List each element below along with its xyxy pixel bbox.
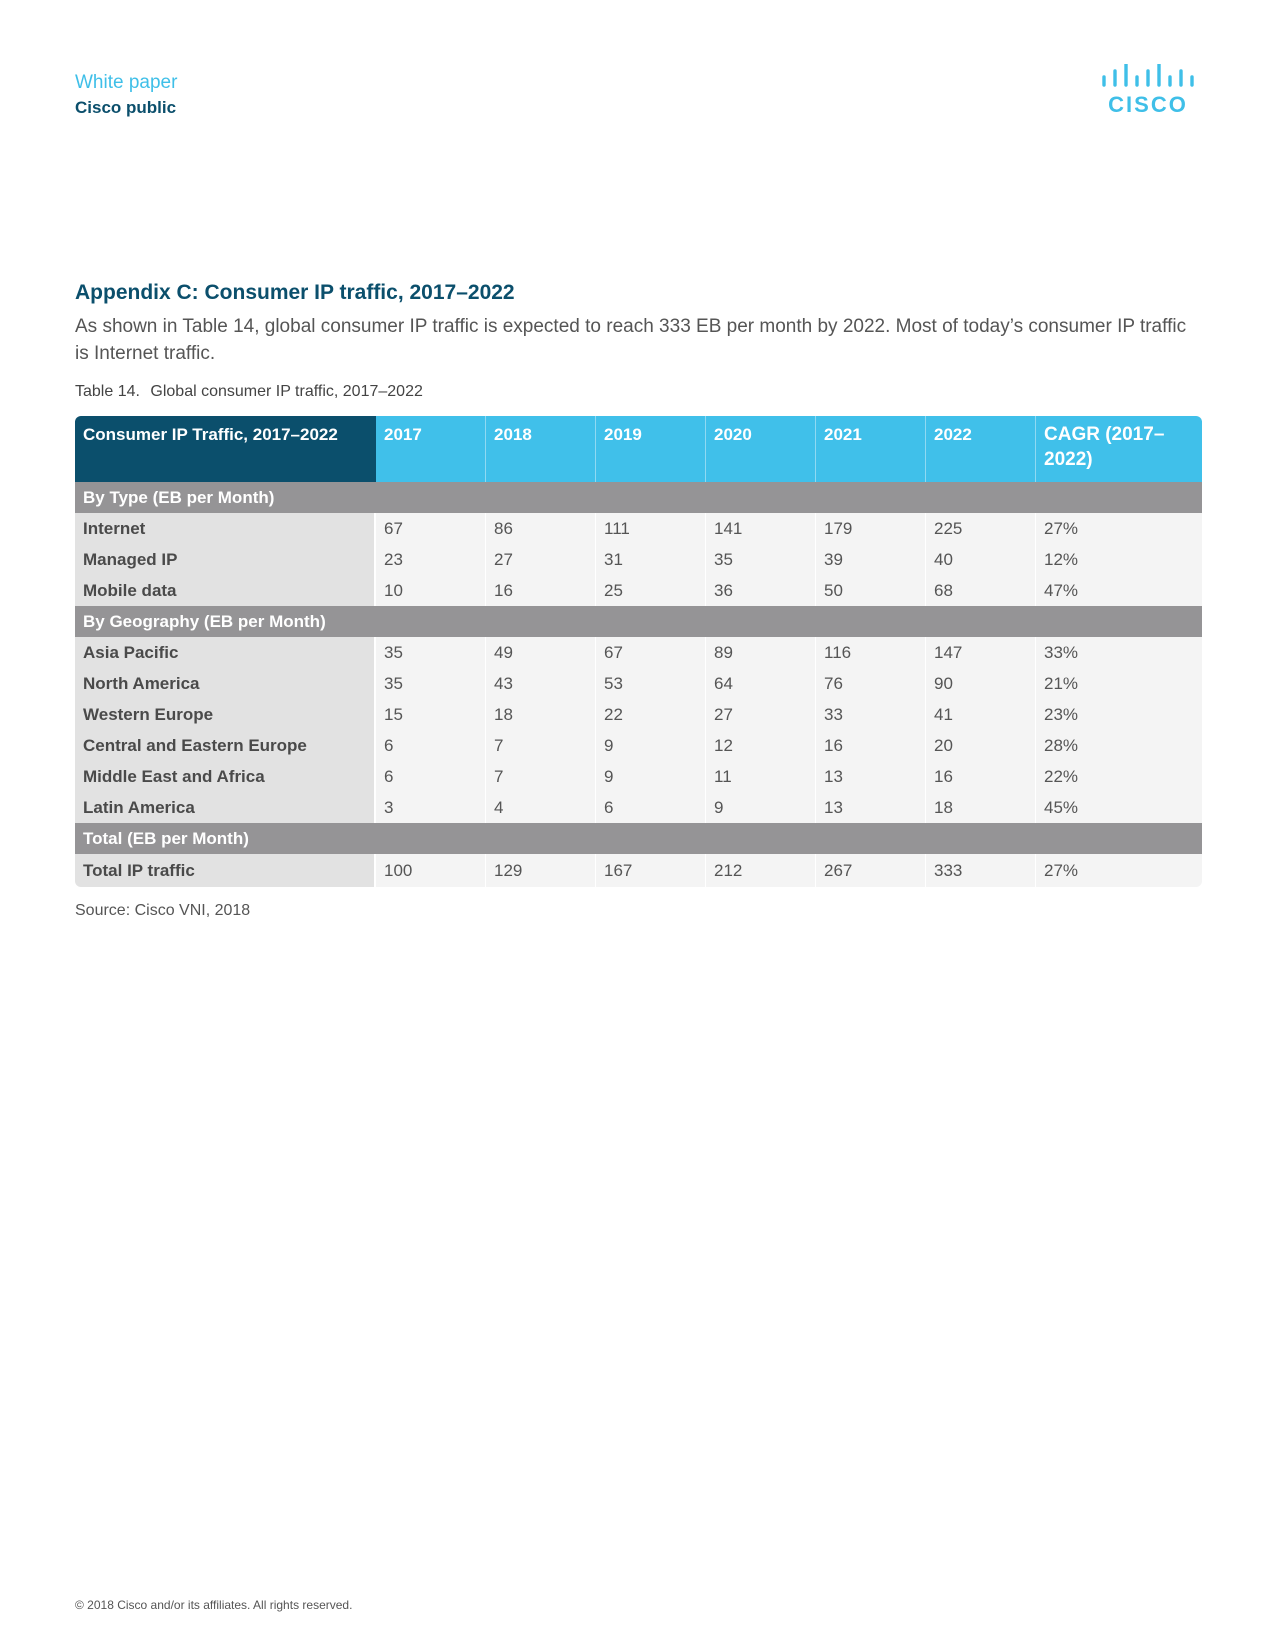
value-cell: 89 (706, 637, 816, 668)
column-header-2017: 2017 (376, 416, 486, 482)
value-cell: 333 (926, 854, 1036, 887)
value-cell: 6 (376, 730, 486, 761)
value-cell: 212 (706, 854, 816, 887)
value-cell: 147 (926, 637, 1036, 668)
value-cell: 141 (706, 513, 816, 544)
row-label: Managed IP (75, 544, 376, 575)
cisco-logo (1100, 64, 1200, 120)
table-row (75, 854, 1202, 887)
cagr-cell: 27% (1036, 854, 1202, 887)
value-cell: 100 (376, 854, 486, 887)
value-cell: 16 (926, 761, 1036, 792)
value-cell: 179 (816, 513, 926, 544)
row-label: Central and Eastern Europe (75, 730, 376, 761)
table-body (75, 482, 1202, 887)
table-caption-title: Global consumer IP traffic, 2017–2022 (150, 383, 423, 400)
value-cell: 18 (926, 792, 1036, 823)
value-cell: 36 (706, 575, 816, 606)
cagr-cell: 22% (1036, 761, 1202, 792)
value-cell: 6 (596, 792, 706, 823)
value-cell: 3 (376, 792, 486, 823)
value-cell: 16 (486, 575, 596, 606)
column-header-2019: 2019 (596, 416, 706, 482)
document-type: White paper (75, 72, 178, 93)
value-cell: 9 (596, 730, 706, 761)
cagr-cell: 33% (1036, 637, 1202, 668)
table-caption-number: Table 14. (75, 383, 140, 400)
row-label: Western Europe (75, 699, 376, 730)
value-cell: 16 (816, 730, 926, 761)
copyright-footer: © 2018 Cisco and/or its affiliates. All rights reserved. (75, 1598, 353, 1612)
value-cell: 41 (926, 699, 1036, 730)
value-cell: 39 (816, 544, 926, 575)
value-cell: 15 (376, 699, 486, 730)
value-cell: 22 (596, 699, 706, 730)
value-cell: 129 (486, 854, 596, 887)
value-cell: 43 (486, 668, 596, 699)
value-cell: 7 (486, 761, 596, 792)
cagr-cell: 45% (1036, 792, 1202, 823)
table-header-row (75, 416, 1202, 482)
value-cell: 67 (596, 637, 706, 668)
corner-header: Consumer IP Traffic, 2017–2022 (75, 416, 376, 482)
value-cell: 116 (816, 637, 926, 668)
section-title: Total (EB per Month) (75, 823, 1202, 854)
value-cell: 35 (706, 544, 816, 575)
value-cell: 9 (596, 761, 706, 792)
value-cell: 11 (706, 761, 816, 792)
cagr-cell: 27% (1036, 513, 1202, 544)
column-header-2018: 2018 (486, 416, 596, 482)
value-cell: 167 (596, 854, 706, 887)
cagr-cell: 21% (1036, 668, 1202, 699)
cagr-cell: 12% (1036, 544, 1202, 575)
section-header-row (75, 482, 1202, 513)
value-cell: 7 (486, 730, 596, 761)
column-header-2020: 2020 (706, 416, 816, 482)
value-cell: 49 (486, 637, 596, 668)
value-cell: 12 (706, 730, 816, 761)
table-row (75, 637, 1202, 668)
value-cell: 31 (596, 544, 706, 575)
row-label: North America (75, 668, 376, 699)
row-label: Asia Pacific (75, 637, 376, 668)
section-title: By Geography (EB per Month) (75, 606, 1202, 637)
row-label: Internet (75, 513, 376, 544)
value-cell: 68 (926, 575, 1036, 606)
document-header (75, 70, 177, 120)
row-label: Mobile data (75, 575, 376, 606)
value-cell: 23 (376, 544, 486, 575)
table-caption (75, 383, 423, 401)
table-row (75, 699, 1202, 730)
value-cell: 25 (596, 575, 706, 606)
consumer-ip-traffic-table (75, 416, 1202, 887)
table-row (75, 792, 1202, 823)
value-cell: 111 (596, 513, 706, 544)
column-header-2021: 2021 (816, 416, 926, 482)
value-cell: 9 (706, 792, 816, 823)
value-cell: 13 (816, 792, 926, 823)
column-header-cagr: CAGR (2017–2022) (1036, 416, 1202, 482)
value-cell: 4 (486, 792, 596, 823)
table-row (75, 668, 1202, 699)
section-title: By Type (EB per Month) (75, 482, 1202, 513)
row-label: Latin America (75, 792, 376, 823)
value-cell: 35 (376, 668, 486, 699)
value-cell: 6 (376, 761, 486, 792)
value-cell: 40 (926, 544, 1036, 575)
cagr-cell: 28% (1036, 730, 1202, 761)
value-cell: 76 (816, 668, 926, 699)
table-row (75, 575, 1202, 606)
cagr-cell: 23% (1036, 699, 1202, 730)
table-row (75, 513, 1202, 544)
value-cell: 67 (376, 513, 486, 544)
value-cell: 90 (926, 668, 1036, 699)
section-header-row (75, 606, 1202, 637)
value-cell: 27 (486, 544, 596, 575)
value-cell: 35 (376, 637, 486, 668)
value-cell: 13 (816, 761, 926, 792)
value-cell: 27 (706, 699, 816, 730)
value-cell: 267 (816, 854, 926, 887)
document-classification: Cisco public (75, 98, 177, 117)
table-source: Source: Cisco VNI, 2018 (75, 902, 251, 919)
table-row (75, 761, 1202, 792)
table-row (75, 730, 1202, 761)
intro-paragraph: As shown in Table 14, global consumer IP traffic is expected to reach 333 EB per month by 2022. Most of today’s consumer IP traffic is Internet traffic. (75, 316, 1187, 364)
value-cell: 18 (486, 699, 596, 730)
appendix-title: Appendix C: Consumer IP traffic, 2017–2022 (75, 281, 515, 304)
cagr-cell: 47% (1036, 575, 1202, 606)
cisco-logo-wordmark: CISCO (1108, 92, 1188, 117)
value-cell: 33 (816, 699, 926, 730)
row-label: Total IP traffic (75, 854, 376, 887)
value-cell: 20 (926, 730, 1036, 761)
value-cell: 53 (596, 668, 706, 699)
row-label: Middle East and Africa (75, 761, 376, 792)
value-cell: 225 (926, 513, 1036, 544)
value-cell: 86 (486, 513, 596, 544)
value-cell: 10 (376, 575, 486, 606)
table-row (75, 544, 1202, 575)
section-header-row (75, 823, 1202, 854)
value-cell: 50 (816, 575, 926, 606)
value-cell: 64 (706, 668, 816, 699)
column-header-2022: 2022 (926, 416, 1036, 482)
